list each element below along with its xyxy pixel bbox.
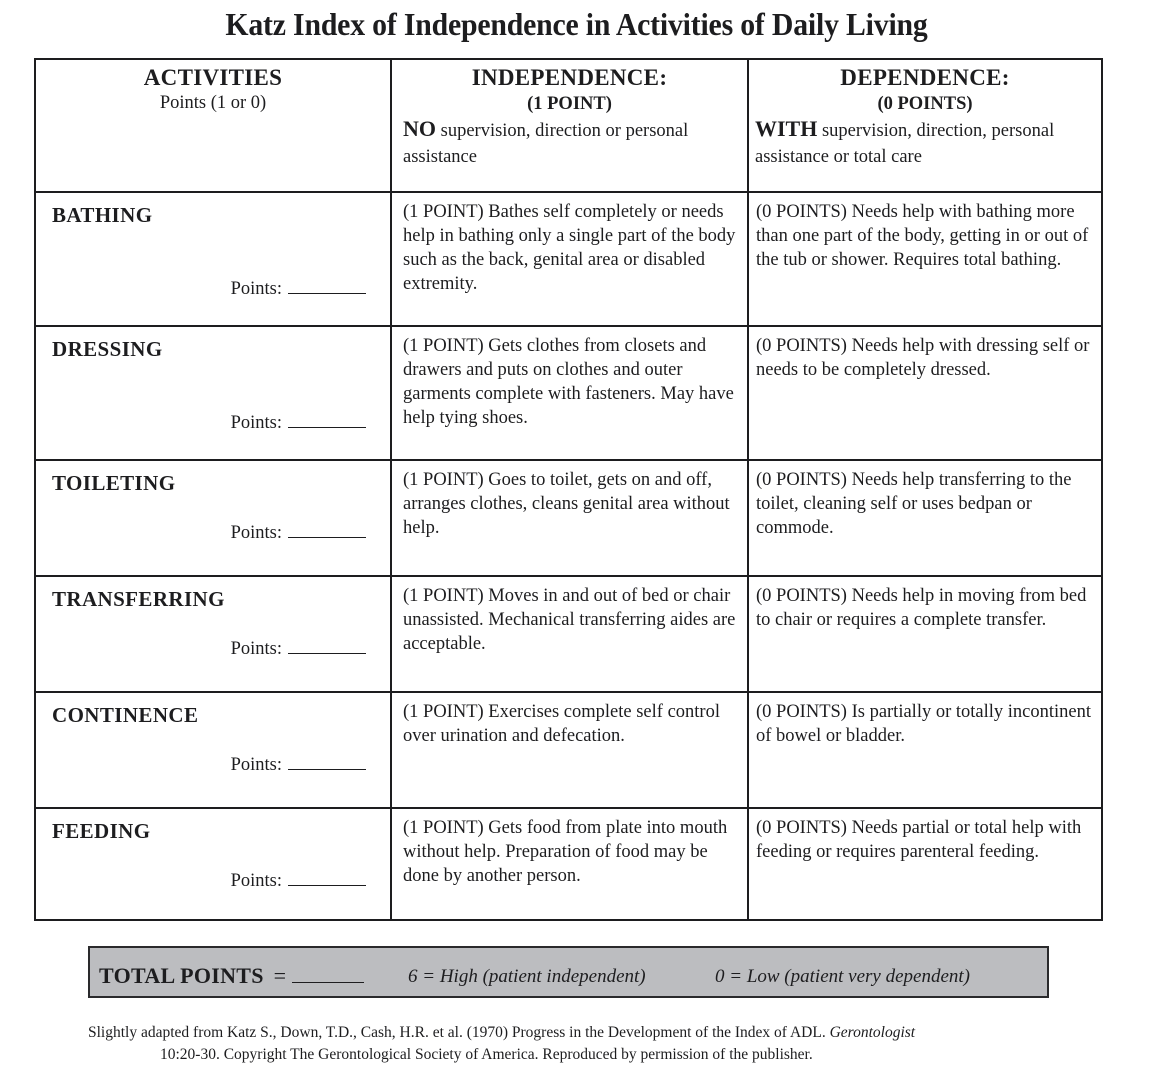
header-independence-points: (1 POINT) (527, 94, 612, 114)
activity-points (231, 869, 366, 893)
total-points-box (88, 946, 1049, 998)
header-activities-subtitle: Points (1 or 0) (159, 93, 267, 113)
total-points-label: TOTAL POINTS (99, 963, 264, 988)
header-dependence-points: (0 POINTS) (877, 94, 973, 114)
citation-line-2: 10:20-30. Copyright The Gerontological Society of America. Reproduced by permission of the publisher. (160, 1046, 813, 1063)
points-input[interactable] (288, 411, 366, 428)
citation-text: Slightly adapted from Katz S., Down, T.D., Cash, H.R. et al. (1970) Progress in the Development of the Index of ADL. (88, 1024, 830, 1041)
activity-name: DRESSING (52, 337, 163, 361)
header-independence (392, 64, 747, 170)
independence-description: (1 POINT) Goes to toilet, gets on and off, arranges clothes, cleans genital area without help. (403, 470, 730, 538)
header-independence-text: supervision, direction or personal assistance (403, 121, 689, 167)
points-input[interactable] (288, 277, 366, 294)
scale-low: 0 = Low (patient very dependent) (715, 966, 971, 987)
citation-journal: Gerontologist (829, 1024, 916, 1041)
dependence-description: (0 POINTS) Needs partial or total help with feeding or requires parenteral feeding. (756, 818, 1082, 862)
independence-description: (1 POINT) Exercises complete self control over urination and defecation. (403, 702, 720, 746)
header-dependence-text: supervision, direction, personal assistance or total care (755, 121, 1055, 167)
dependence-description: (0 POINTS) Needs help with dressing self or needs to be completely dressed. (756, 336, 1090, 380)
independence-description: (1 POINT) Gets food from plate into mouth without help. Preparation of food may be done by another person. (403, 818, 728, 886)
independence-description: (1 POINT) Moves in and out of bed or chair unassisted. Mechanical transferring aides are acceptable. (403, 586, 736, 654)
katz-index-table (34, 58, 1103, 921)
points-input[interactable] (288, 637, 366, 654)
activity-cell (36, 809, 390, 921)
independence-description: (1 POINT) Gets clothes from closets and drawers and puts on clothes and outer garments complete with fasteners. May have help tying shoes. (403, 336, 734, 428)
activity-points (231, 521, 366, 545)
points-label: Points: (230, 279, 282, 299)
header-activities (36, 64, 390, 115)
activity-name: TOILETING (52, 471, 176, 495)
points-input[interactable] (288, 869, 366, 886)
header-independence-lead: NO (403, 116, 436, 141)
points-label: Points: (230, 755, 282, 775)
dependence-description: (0 POINTS) Needs help in moving from bed to chair or requires a complete transfer. (756, 586, 1087, 630)
header-dependence-lead: WITH (755, 116, 818, 141)
points-label: Points: (230, 523, 282, 543)
activity-name: FEEDING (52, 819, 151, 843)
activity-points (231, 277, 366, 301)
activity-points (231, 411, 366, 435)
activity-name: TRANSFERRING (52, 587, 225, 611)
activity-cell (36, 193, 390, 325)
header-dependence (749, 64, 1101, 170)
activity-cell (36, 693, 390, 807)
header-independence-desc (392, 116, 747, 170)
activity-points (231, 637, 366, 661)
total-equals: = (273, 963, 287, 988)
total-points-field[interactable] (292, 966, 364, 983)
points-label: Points: (230, 871, 282, 891)
activity-cell (36, 577, 390, 691)
points-input[interactable] (288, 521, 366, 538)
activity-name: CONTINENCE (52, 703, 199, 727)
activity-cell (36, 327, 390, 459)
page-title: Katz Index of Independence in Activities of Daily Living (225, 6, 928, 42)
header-dependence-desc (749, 116, 1101, 170)
activity-cell (36, 461, 390, 575)
total-points (99, 963, 364, 989)
points-input[interactable] (288, 753, 366, 770)
header-independence-title: INDEPENDENCE: (471, 65, 668, 90)
header-dependence-title: DEPENDENCE: (840, 65, 1010, 90)
citation-line-1 (88, 1024, 915, 1042)
points-label: Points: (230, 413, 282, 433)
scale-high: 6 = High (patient independent) (408, 966, 646, 987)
activity-name: BATHING (52, 203, 153, 227)
dependence-description: (0 POINTS) Needs help with bathing more than one part of the body, getting in or out of the tub or shower. Requires total bathing. (756, 202, 1089, 270)
dependence-description: (0 POINTS) Is partially or totally incontinent of bowel or bladder. (756, 702, 1091, 746)
dependence-description: (0 POINTS) Needs help transferring to the toilet, cleaning self or uses bedpan or commode. (756, 470, 1072, 538)
header-activities-title: ACTIVITIES (143, 65, 283, 90)
independence-description: (1 POINT) Bathes self completely or needs help in bathing only a single part of the body such as the back, genital area or disabled extremity. (403, 202, 736, 294)
points-label: Points: (230, 639, 282, 659)
activity-points (231, 753, 366, 777)
